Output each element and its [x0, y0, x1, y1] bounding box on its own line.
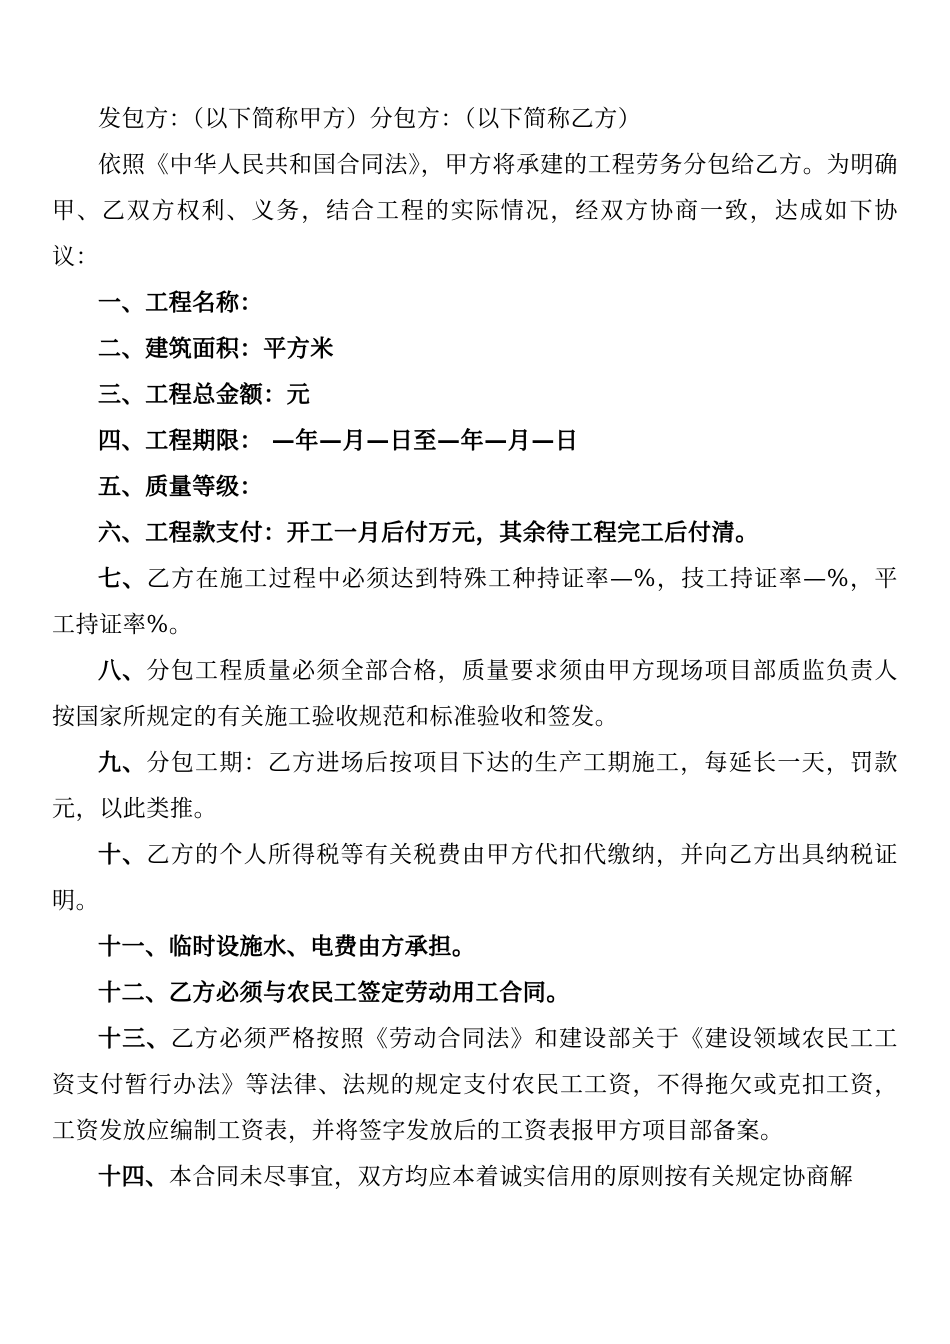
clause-11: [52, 924, 898, 970]
clause-5: [52, 464, 898, 510]
clause-text: 乙方必须严格按照《劳动合同法》和建设部关于《建设领域农民工工资支付暂行办法》等法律、法规的规定支付农民工工资，不得拖欠或克扣工资，工资发放应编制工资表，并将签字发放后的工资表报甲方项目部备案。: [52, 1026, 898, 1144]
clause-text: 乙方必须与农民工签定劳动用工合同。: [168, 979, 571, 1006]
clause-text: 质量等级：: [145, 473, 264, 500]
clause-text: 分包工期：乙方进场后按项目下达的生产工期施工，每延长一天，罚款元，以此类推。: [52, 750, 898, 822]
clause-text: 分包工程质量必须全部合格，质量要求须由甲方现场项目部质监负责人按国家所规定的有关施工验收规范和标准验收和签发。: [52, 658, 898, 730]
clause-3: [52, 372, 898, 418]
clause-number: 五、: [98, 473, 146, 500]
clause-number: 十、: [98, 841, 147, 868]
clause-number: 十一、: [98, 933, 169, 960]
clause-number: 三、: [98, 381, 146, 408]
clause-text: 建筑面积：平方米: [145, 335, 335, 362]
clause-text: 工程总金额：元: [145, 381, 311, 408]
clause-6: [52, 510, 898, 556]
paragraph-text: 依照《中华人民共和国合同法》，甲方将承建的工程劳务分包给乙方。为明确甲、乙双方权利、义务，结合工程的实际情况，经双方协商一致，达成如下协议：: [52, 152, 898, 270]
clause-text: 临时设施水、电费由方承担。: [168, 933, 476, 960]
clause-text: 工程名称：: [145, 289, 264, 316]
clause-1: [52, 280, 898, 326]
clause-9: [52, 740, 898, 832]
clause-text: 工程款支付：开工一月后付万元，其余待工程完工后付清。: [145, 519, 759, 546]
clause-14: [52, 1154, 898, 1200]
clause-4: [52, 418, 898, 464]
clause-7: [52, 556, 898, 648]
clause-text: 乙方的个人所得税等有关税费由甲方代扣代缴纳，并向乙方出具纳税证明。: [52, 842, 898, 914]
clause-13: [52, 1016, 898, 1154]
clause-number: 七、: [98, 565, 147, 592]
clause-2: [52, 326, 898, 372]
paragraph-intro: [52, 142, 898, 280]
clause-number: 一、: [98, 289, 146, 316]
clause-number: 六、: [98, 519, 146, 546]
clause-number: 十二、: [98, 979, 169, 1006]
clause-number: 四、: [98, 427, 146, 454]
clause-number: 九、: [98, 749, 147, 776]
clause-8: [52, 648, 898, 740]
clause-text: 本合同未尽事宜，双方均应本着诚实信用的原则按有关规定协商解: [168, 1164, 854, 1190]
contract-page: [52, 96, 898, 1200]
clause-number: 二、: [98, 335, 146, 362]
paragraph-text: 发包方：（以下简称甲方）分包方：（以下简称乙方）: [98, 106, 642, 132]
clause-number: 十三、: [98, 1025, 171, 1052]
clause-text: 乙方在施工过程中必须达到特殊工种持证率—%，技工持证率—%，平 工持证率%。: [52, 566, 898, 638]
clause-10: [52, 832, 898, 924]
paragraph-parties: [52, 96, 898, 142]
clause-number: 十四、: [98, 1163, 169, 1190]
clause-12: [52, 970, 898, 1016]
clause-number: 八、: [98, 657, 147, 684]
clause-text: 工程期限： —年—月—日至—年—月—日: [145, 427, 579, 454]
